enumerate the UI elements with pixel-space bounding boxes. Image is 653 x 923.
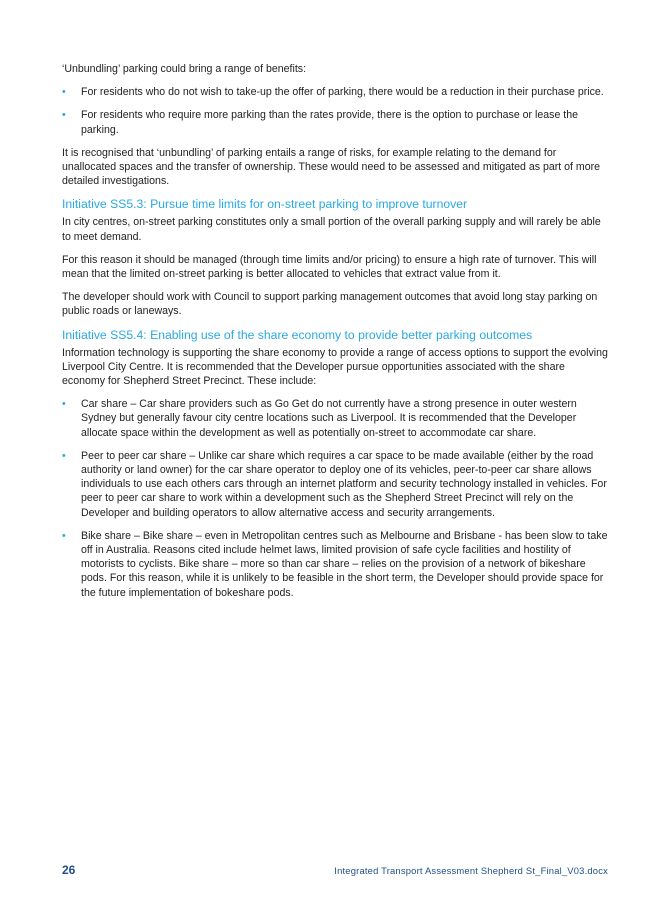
section-heading-ss54: Initiative SS5.4: Enabling use of the share economy to provide better parking outcomes	[62, 327, 533, 342]
bullet-dot-icon: •	[62, 86, 66, 99]
paragraph: The developer should work with Council to support parking management outcomes that avoid long stay parking on public roads or laneways.	[62, 291, 598, 318]
list-item	[62, 529, 610, 600]
list-item-text: For residents who do not wish to take-up the offer of parking, there would be a reduction in their purchase price.	[81, 86, 604, 99]
list-item	[62, 85, 610, 99]
list-item-text: Bike share – Bike share – even in Metropolitan centres such as Melbourne and Brisbane - has been slow to take off in Australia. Reasons cited include helmet laws, limited provision of safe cycle facilities and hostility of motorists to cyclists. Bike share – more so than car share – relies on the provision of a network of bikeshare pods. For this reason, while it is unlikely to be feasible in the short term, the Developer should provide space for the future implementation of bokeshare pods.	[81, 529, 608, 599]
paragraph: For this reason it should be managed (through time limits and/or pricing) to ensure a high rate of turnover. This will mean that the limited on-street parking is better allocated to vehicles that extract value from it.	[62, 253, 597, 281]
benefits-list	[62, 85, 610, 137]
bullet-dot-icon: •	[62, 529, 66, 542]
document-name: Integrated Transport Assessment Shepherd St_Final_V03.docx	[334, 865, 608, 876]
list-item-text: Car share – Car share providers such as Go Get do not currently have a strong presence in outer western Sydney but generally favour city centre locations such as Liverpool. It is recommended that the Developer allocate space within the development as well as potentially on-street to accommodate car share.	[81, 398, 577, 439]
section-heading-ss53: Initiative SS5.3: Pursue time limits for on-street parking to improve turnover	[62, 197, 468, 212]
share-economy-list	[62, 397, 610, 600]
risks-paragraph: It is recognised that ‘unbundling’ of parking entails a range of risks, for example relating to the demand for unallocated spaces and the transfer of ownership. These would need to be assessed and mitigated as part of more detailed investigations.	[62, 146, 601, 188]
list-item	[62, 449, 610, 520]
document-body	[62, 62, 610, 609]
list-item-text: Peer to peer car share – Unlike car share which requires a car space to be made available (either by the road authority or land owner) for the car share operator to deploy one of its vehicles, peer-to-peer car share allows individuals to use each others cars through an internet platform and security technology installed in vehicles. For peer to peer car share to work within a development such as the Shepherd Street Precinct will rely on the Developer and building operators to allow alternative access and security arrangements.	[81, 449, 607, 519]
bullet-dot-icon: •	[62, 109, 66, 122]
paragraph: Information technology is supporting the share economy to provide a range of access options to support the evolving Liverpool City Centre. It is recommended that the Developer pursue opportunities associated with the share economy for Shepherd Street Precinct. These include:	[62, 346, 608, 388]
bullet-dot-icon: •	[62, 449, 66, 462]
list-item	[62, 397, 610, 440]
intro-paragraph: ‘Unbundling’ parking could bring a range of benefits:	[62, 63, 307, 75]
paragraph: In city centres, on-street parking constitutes only a small portion of the overall parking supply and will rarely be able to meet demand.	[62, 216, 601, 243]
bullet-dot-icon: •	[62, 398, 66, 411]
list-item-text: For residents who require more parking than the rates provide, there is the option to purchase or lease the parking.	[81, 109, 579, 136]
page-number: 26	[62, 863, 76, 877]
list-item	[62, 108, 610, 136]
